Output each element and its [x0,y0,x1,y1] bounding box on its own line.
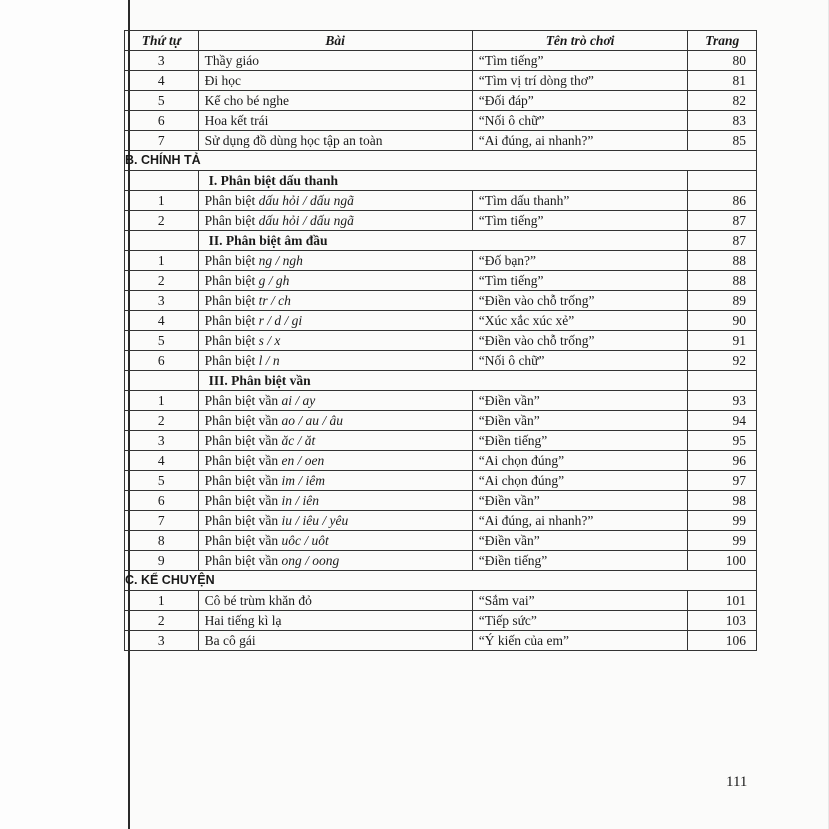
sub-order [125,371,199,391]
table-row [125,591,757,611]
subsection-row-1 [125,171,757,191]
row-game: “Ý kiến của em” [472,631,688,651]
row-order: 7 [125,511,199,531]
lesson-prefix: Phân biệt [204,353,259,368]
table-row [125,431,757,451]
row-lesson [198,331,472,351]
table-body [125,51,757,651]
row-page: 106 [688,631,757,651]
row-order: 4 [125,71,199,91]
row-order: 7 [125,131,199,151]
lesson-prefix: Phân biệt vần [204,393,282,408]
row-page: 97 [688,471,757,491]
sub-heading: I. Phân biệt dấu thanh [198,171,688,191]
row-lesson: Thầy giáo [198,51,472,71]
row-page: 88 [688,271,757,291]
row-lesson [198,491,472,511]
subsection-row-3 [125,371,757,391]
row-order: 2 [125,411,199,431]
row-game: “Tìm tiếng” [472,51,688,71]
sub-order [125,231,199,251]
lesson-italic: l / n [258,353,280,368]
row-game: “Ai chọn đúng” [472,471,688,491]
table-row [125,111,757,131]
row-game: “Tìm dấu thanh” [472,191,688,211]
row-order: 4 [125,311,199,331]
row-order: 2 [125,611,199,631]
table-row [125,331,757,351]
row-game: “Sắm vai” [472,591,688,611]
row-order: 1 [125,391,199,411]
row-page: 95 [688,431,757,451]
table-row [125,271,757,291]
row-page: 99 [688,511,757,531]
table-row [125,631,757,651]
table-row [125,611,757,631]
table-row [125,511,757,531]
row-lesson: Ba cô gái [198,631,472,651]
book-page [125,0,829,829]
row-lesson [198,411,472,431]
row-game: “Điền vào chỗ trống” [472,291,688,311]
table-row [125,451,757,471]
row-lesson [198,211,472,231]
page-number: 111 [726,774,748,790]
table-row [125,411,757,431]
row-lesson [198,351,472,371]
row-game: “Ai đúng, ai nhanh?” [472,131,688,151]
header-game: Tên trò chơi [472,31,688,51]
table-row [125,51,757,71]
row-lesson [198,311,472,331]
row-lesson [198,531,472,551]
row-page: 80 [688,51,757,71]
row-order: 9 [125,551,199,571]
lesson-prefix: Phân biệt [204,193,259,208]
table-row [125,351,757,371]
row-lesson [198,551,472,571]
row-game: “Tìm tiếng” [472,211,688,231]
row-game: “Điền vần” [472,531,688,551]
lesson-italic: ai / ay [281,393,316,408]
table-row [125,211,757,231]
table-row [125,191,757,211]
row-page: 88 [688,251,757,271]
row-page: 100 [688,551,757,571]
lesson-italic: g / gh [258,273,290,288]
lesson-prefix: Phân biệt vần [204,433,282,448]
row-lesson [198,471,472,491]
row-lesson: Sử dụng đồ dùng học tập an toàn [198,131,472,151]
row-order: 4 [125,451,199,471]
row-page: 83 [688,111,757,131]
row-order: 1 [125,251,199,271]
table-row [125,251,757,271]
lesson-italic: r / d / gi [258,313,303,328]
sub-page [688,171,757,191]
table-row [125,91,757,111]
table-row [125,311,757,331]
row-order: 6 [125,111,199,131]
sub-order [125,171,199,191]
lesson-italic: ăc / ăt [281,433,316,448]
lesson-prefix: Phân biệt vần [204,453,282,468]
row-order: 8 [125,531,199,551]
lesson-italic: ng / ngh [258,253,303,268]
lesson-prefix: Phân biệt vần [204,473,282,488]
section-row-b [125,151,757,171]
row-game: “Đối đáp” [472,91,688,111]
row-game: “Tiếp sức” [472,611,688,631]
lesson-italic: dấu hỏi / dấu ngã [258,213,354,228]
lesson-prefix: Phân biệt vần [204,553,282,568]
row-game: “Điền tiếng” [472,431,688,451]
row-page: 98 [688,491,757,511]
row-page: 103 [688,611,757,631]
row-game: “Ai đúng, ai nhanh?” [472,511,688,531]
row-game: “Điền tiếng” [472,551,688,571]
row-page: 96 [688,451,757,471]
row-game: “Xúc xắc xúc xẻ” [472,311,688,331]
lesson-italic: s / x [258,333,281,348]
row-lesson: Hoa kết trái [198,111,472,131]
row-order: 2 [125,211,199,231]
row-page: 93 [688,391,757,411]
table-row [125,551,757,571]
lesson-prefix: Phân biệt [204,253,259,268]
section-heading: B. CHÍNH TẢ [125,151,757,171]
table-header-row [125,31,757,51]
row-lesson [198,251,472,271]
lesson-italic: en / oen [281,453,325,468]
row-order: 2 [125,271,199,291]
row-game: “Điền vần” [472,391,688,411]
row-order: 5 [125,471,199,491]
lesson-prefix: Phân biệt vần [204,513,282,528]
lesson-prefix: Phân biệt vần [204,493,282,508]
lesson-italic: in / iên [281,493,319,508]
row-lesson [198,271,472,291]
row-lesson: Cô bé trùm khăn đỏ [198,591,472,611]
table-row [125,471,757,491]
lesson-prefix: Phân biệt vần [204,533,282,548]
row-game: “Đố bạn?” [472,251,688,271]
section-row-c [125,571,757,591]
row-lesson: Hai tiếng kì lạ [198,611,472,631]
lesson-prefix: Phân biệt [204,293,259,308]
row-order: 6 [125,351,199,371]
lesson-italic: ao / au / âu [281,413,343,428]
row-lesson: Kể cho bé nghe [198,91,472,111]
lesson-italic: im / iêm [281,473,325,488]
row-order: 6 [125,491,199,511]
sub-page [688,371,757,391]
row-game: “Nối ô chữ” [472,351,688,371]
row-page: 99 [688,531,757,551]
row-order: 1 [125,191,199,211]
row-order: 3 [125,631,199,651]
lesson-prefix: Phân biệt [204,333,259,348]
lesson-italic: dấu hỏi / dấu ngã [258,193,354,208]
lesson-prefix: Phân biệt [204,313,259,328]
row-game: “Nối ô chữ” [472,111,688,131]
lesson-italic: uôc / uôt [281,533,329,548]
table-row [125,491,757,511]
header-page: Trang [688,31,757,51]
row-page: 85 [688,131,757,151]
row-page: 86 [688,191,757,211]
row-order: 3 [125,291,199,311]
header-lesson: Bài [198,31,472,51]
row-order: 1 [125,591,199,611]
row-game: “Điền vần” [472,411,688,431]
lesson-italic: iu / iêu / yêu [281,513,349,528]
row-lesson [198,191,472,211]
row-order: 3 [125,51,199,71]
section-heading: C. KỂ CHUYỆN [125,571,757,591]
sub-heading: II. Phân biệt âm đầu [198,231,688,251]
header-order: Thứ tự [125,31,199,51]
sub-page: 87 [688,231,757,251]
row-lesson [198,391,472,411]
row-game: “Tìm tiếng” [472,271,688,291]
row-lesson [198,431,472,451]
row-lesson: Đi học [198,71,472,91]
row-page: 90 [688,311,757,331]
lesson-italic: ong / oong [281,553,340,568]
row-order: 5 [125,331,199,351]
lesson-italic: tr / ch [258,293,291,308]
row-order: 5 [125,91,199,111]
row-page: 89 [688,291,757,311]
subsection-row-2 [125,231,757,251]
row-page: 101 [688,591,757,611]
table-row [125,391,757,411]
row-lesson [198,451,472,471]
sub-heading: III. Phân biệt vần [198,371,688,391]
table-row [125,71,757,91]
page-margin [0,0,128,829]
row-game: “Điền vần” [472,491,688,511]
row-page: 91 [688,331,757,351]
row-game: “Ai chọn đúng” [472,451,688,471]
row-page: 81 [688,71,757,91]
row-page: 82 [688,91,757,111]
lesson-prefix: Phân biệt vần [204,413,282,428]
row-game: “Điền vào chỗ trống” [472,331,688,351]
row-lesson [198,511,472,531]
contents-table [124,30,757,651]
table-row [125,291,757,311]
row-page: 92 [688,351,757,371]
lesson-prefix: Phân biệt [204,273,259,288]
row-order: 3 [125,431,199,451]
lesson-prefix: Phân biệt [204,213,259,228]
row-page: 87 [688,211,757,231]
table-row [125,131,757,151]
row-lesson [198,291,472,311]
table-row [125,531,757,551]
row-page: 94 [688,411,757,431]
row-game: “Tìm vị trí dòng thơ” [472,71,688,91]
